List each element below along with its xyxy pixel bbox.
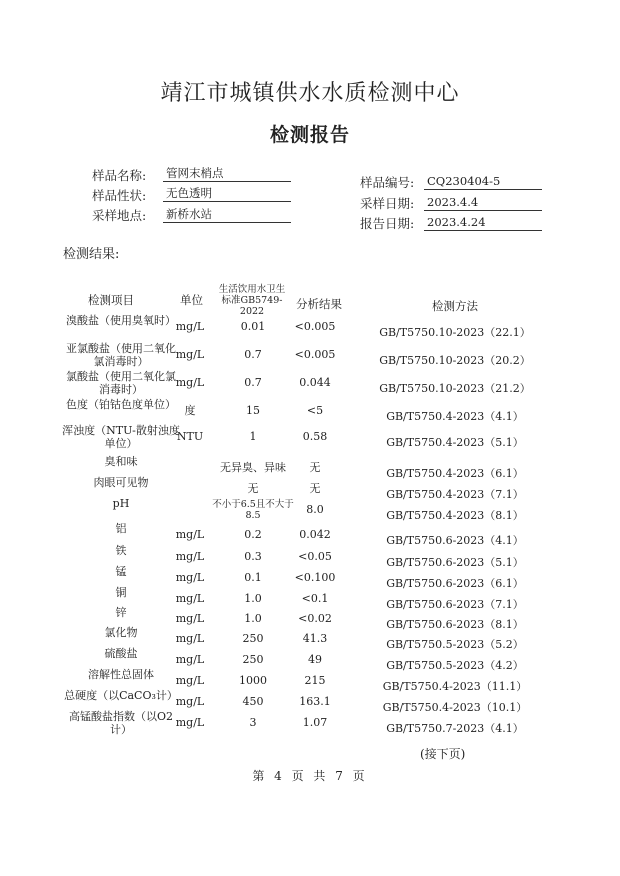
- row-unit: mg/L: [175, 716, 205, 729]
- row-standard: 0.2: [244, 528, 262, 541]
- row-unit: mg/L: [175, 528, 205, 541]
- report-date-value: 2023.4.24: [424, 214, 542, 231]
- sample-state-label: 样品性状:: [92, 188, 147, 203]
- row-item: 亚氯酸盐（使用二氧化氯消毒时）: [66, 342, 176, 368]
- row-standard: 0.7: [244, 348, 262, 361]
- row-method: GB/T5750.10-2023（21.2）: [379, 382, 531, 395]
- row-standard: 1.0: [244, 592, 262, 605]
- row-item: 锰: [115, 565, 127, 578]
- sample-name-label: 样品名称:: [92, 168, 147, 183]
- row-unit: mg/L: [175, 571, 205, 584]
- row-method: GB/T5750.6-2023（8.1）: [386, 618, 524, 631]
- row-result: 49: [308, 653, 322, 666]
- row-method: GB/T5750.4-2023（11.1）: [382, 680, 528, 693]
- row-unit: mg/L: [175, 695, 205, 708]
- header-unit: 单位: [180, 293, 203, 307]
- report-date-label: 报告日期:: [360, 216, 415, 231]
- header-method: 检测方法: [432, 299, 478, 313]
- continued-note: (接下页): [420, 747, 466, 761]
- row-unit: 度: [184, 404, 196, 417]
- row-unit: NTU: [176, 430, 204, 443]
- row-method: GB/T5750.4-2023（10.1）: [382, 701, 528, 714]
- sample-date-label: 采样日期:: [360, 196, 415, 211]
- row-standard: 0.3: [244, 550, 262, 563]
- row-result: 41.3: [302, 632, 328, 645]
- results-label: 检测结果:: [63, 247, 120, 262]
- row-item: 溴酸盐（使用臭氧时）: [66, 314, 176, 327]
- row-standard: 0.7: [244, 376, 262, 389]
- row-unit: mg/L: [175, 376, 205, 389]
- row-item: pH: [112, 497, 130, 510]
- row-item: 铁: [115, 544, 127, 557]
- report-title: 检测报告: [269, 124, 350, 146]
- row-item: 氯酸盐（使用二氧化氯消毒时）: [66, 370, 176, 396]
- row-standard: 不小于6.5且不大于8.5: [212, 499, 294, 521]
- row-result: 0.044: [299, 376, 331, 389]
- row-item: 色度（铂钴色度单位）: [66, 398, 176, 411]
- row-method: GB/T5750.6-2023（4.1）: [386, 534, 524, 547]
- row-method: GB/T5750.6-2023（7.1）: [386, 598, 524, 611]
- row-standard: 15: [246, 404, 260, 417]
- location-value: 新桥水站: [163, 206, 291, 223]
- sample-name-value: 管网末梢点: [163, 165, 291, 182]
- org-name: 靖江市城镇供水水质检测中心: [160, 81, 460, 106]
- row-result: <0.100: [294, 571, 336, 584]
- row-unit: mg/L: [175, 550, 205, 563]
- row-method: GB/T5750.10-2023（22.1）: [379, 326, 531, 339]
- row-unit: mg/L: [175, 653, 205, 666]
- row-item: 锌: [115, 606, 127, 619]
- row-unit: mg/L: [175, 320, 205, 333]
- row-method: GB/T5750.4-2023（4.1）: [386, 410, 524, 423]
- row-result: <5: [306, 404, 324, 417]
- row-standard: 1.0: [244, 612, 262, 625]
- sample-date-value: 2023.4.4: [424, 194, 542, 211]
- row-result: 0.58: [302, 430, 328, 443]
- row-result: 无: [309, 461, 321, 474]
- header-standard: 生活饮用水卫生标准GB5749-2022: [218, 284, 286, 317]
- row-unit: mg/L: [175, 612, 205, 625]
- row-result: 1.07: [302, 716, 328, 729]
- row-result: <0.005: [294, 320, 336, 333]
- row-result: 8.0: [306, 503, 324, 516]
- row-standard: 250: [242, 632, 264, 645]
- row-unit: mg/L: [175, 632, 205, 645]
- row-item: 铜: [115, 586, 127, 599]
- row-item: 总硬度（以CaCO₃计）: [64, 689, 178, 702]
- row-result: 163.1: [299, 695, 331, 708]
- row-item: 硫酸盐: [104, 647, 138, 660]
- row-standard: 0.01: [240, 320, 266, 333]
- header-item: 检测项目: [88, 293, 134, 307]
- sample-no-value: CQ230404-5: [424, 173, 542, 190]
- row-item: 肉眼可见物: [93, 476, 149, 489]
- row-standard: 450: [242, 695, 264, 708]
- sample-no-label: 样品编号:: [360, 175, 415, 190]
- row-item: 臭和味: [104, 455, 138, 468]
- row-standard: 3: [249, 716, 257, 729]
- row-item: 浑浊度（NTU-散射浊度单位）: [62, 424, 180, 450]
- page-footer: 第 4 页 共 7 页: [252, 769, 368, 783]
- row-method: GB/T5750.6-2023（6.1）: [386, 577, 524, 590]
- row-standard: 无异臭、异味: [220, 461, 286, 474]
- row-method: GB/T5750.6-2023（5.1）: [386, 556, 524, 569]
- row-method: GB/T5750.4-2023（6.1）: [386, 467, 524, 480]
- row-method: GB/T5750.5-2023（5.2）: [386, 638, 524, 651]
- header-result: 分析结果: [296, 297, 342, 311]
- row-standard: 1000: [239, 674, 267, 687]
- row-result: <0.02: [298, 612, 332, 625]
- row-method: GB/T5750.4-2023（8.1）: [386, 509, 524, 522]
- location-label: 采样地点:: [92, 208, 147, 223]
- row-method: GB/T5750.4-2023（5.1）: [386, 436, 524, 449]
- row-standard: 无: [247, 482, 259, 495]
- row-result: 无: [309, 482, 321, 495]
- row-item: 铝: [115, 522, 127, 535]
- sample-state-value: 无色透明: [163, 185, 291, 202]
- row-result: 0.042: [299, 528, 331, 541]
- row-result: <0.05: [298, 550, 332, 563]
- row-method: GB/T5750.5-2023（4.2）: [386, 659, 524, 672]
- row-method: GB/T5750.4-2023（7.1）: [386, 488, 524, 501]
- row-standard: 250: [242, 653, 264, 666]
- row-method: GB/T5750.7-2023（4.1）: [386, 722, 524, 735]
- row-result: <0.005: [294, 348, 336, 361]
- row-item: 溶解性总固体: [88, 668, 154, 681]
- row-item: 高锰酸盐指数（以O2计）: [68, 710, 174, 736]
- row-unit: mg/L: [175, 674, 205, 687]
- row-method: GB/T5750.10-2023（20.2）: [379, 354, 531, 367]
- row-result: <0.1: [301, 592, 329, 605]
- row-item: 氯化物: [104, 626, 138, 639]
- row-standard: 0.1: [244, 571, 262, 584]
- row-result: 215: [304, 674, 326, 687]
- row-unit: mg/L: [175, 592, 205, 605]
- row-standard: 1: [249, 430, 257, 443]
- row-unit: mg/L: [175, 348, 205, 361]
